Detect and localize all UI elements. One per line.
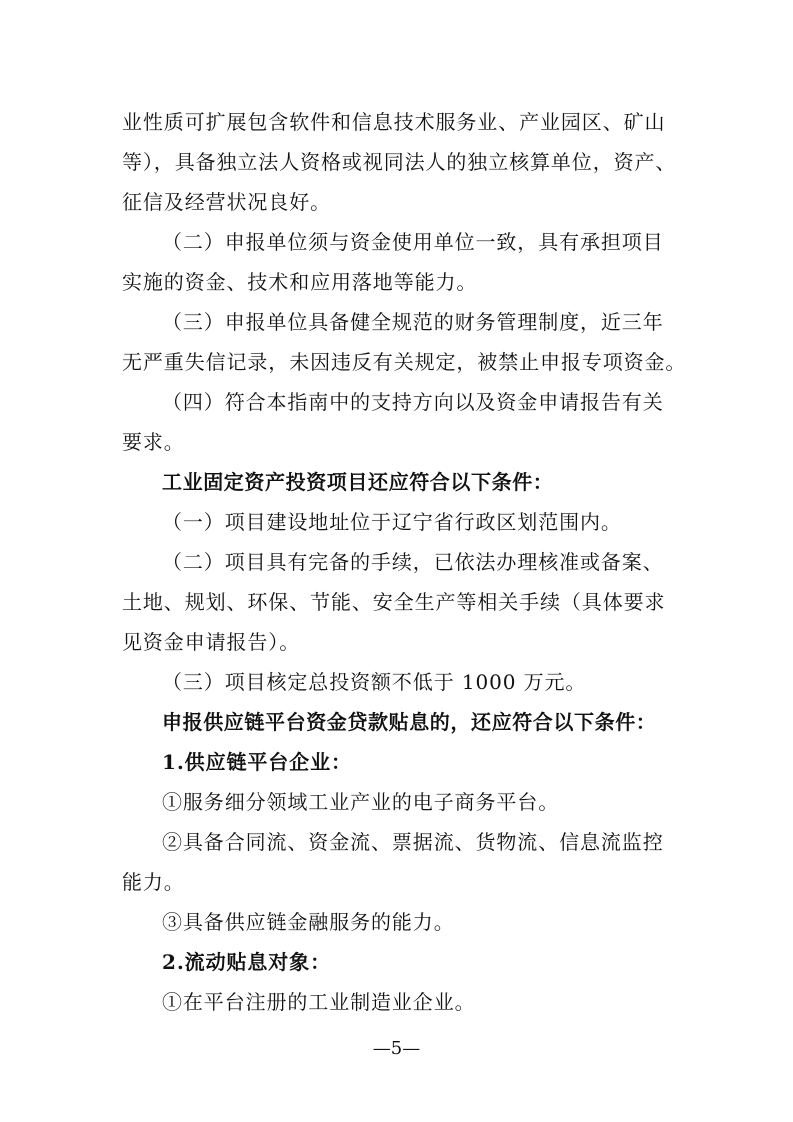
paragraph-line: （二）申报单位须与资金使用单位一致，具有承担项目 <box>162 230 664 254</box>
section-heading: 申报供应链平台资金贷款贴息的，还应符合以下条件： <box>162 710 657 734</box>
paragraph-line: 无严重失信记录，未因违反有关规定，被禁止申报专项资金。 <box>122 350 687 374</box>
paragraph-line: 业性质可扩展包含软件和信息技术服务业、产业园区、矿山 <box>122 110 666 134</box>
paragraph-line: （三）申报单位具备健全规范的财务管理制度，近三年 <box>162 310 664 334</box>
subsection-heading: 2.流动贴息对象： <box>162 950 331 974</box>
section-heading: 工业固定资产投资项目还应符合以下条件： <box>162 470 554 494</box>
list-item: ①服务细分领域工业产业的电子商务平台。 <box>162 790 560 814</box>
paragraph-line: （三）项目核定总投资额不低于 1000 万元。 <box>162 670 587 694</box>
paragraph-line: 见资金申请报告）。 <box>122 630 301 654</box>
page-number: —5— <box>372 1038 421 1059</box>
paragraph-line: 要求。 <box>122 430 185 454</box>
paragraph-line: （一）项目建设地址位于辽宁省行政区划范围内。 <box>162 510 622 534</box>
paragraph-line: 等），具备独立法人资格或视同法人的独立核算单位，资产、 <box>122 150 677 174</box>
paragraph-line: 能力。 <box>122 870 185 894</box>
paragraph-line: 征信及经营状况良好。 <box>122 190 331 214</box>
paragraph-line: （四）符合本指南中的支持方向以及资金申请报告有关 <box>162 390 664 414</box>
subsection-heading: 1.供应链平台企业： <box>162 750 352 774</box>
paragraph-line: （二）项目具有完备的手续，已依法办理核准或备案、 <box>162 550 664 574</box>
paragraph-line: 土地、规划、环保、节能、安全生产等相关手续（具体要求 <box>122 590 666 614</box>
list-item: ②具备合同流、资金流、票据流、货物流、信息流监控 <box>162 830 664 854</box>
list-item: ①在平台注册的工业制造业企业。 <box>162 990 476 1014</box>
list-item: ③具备供应链金融服务的能力。 <box>162 910 455 934</box>
paragraph-line: 实施的资金、技术和应用落地等能力。 <box>122 270 478 294</box>
